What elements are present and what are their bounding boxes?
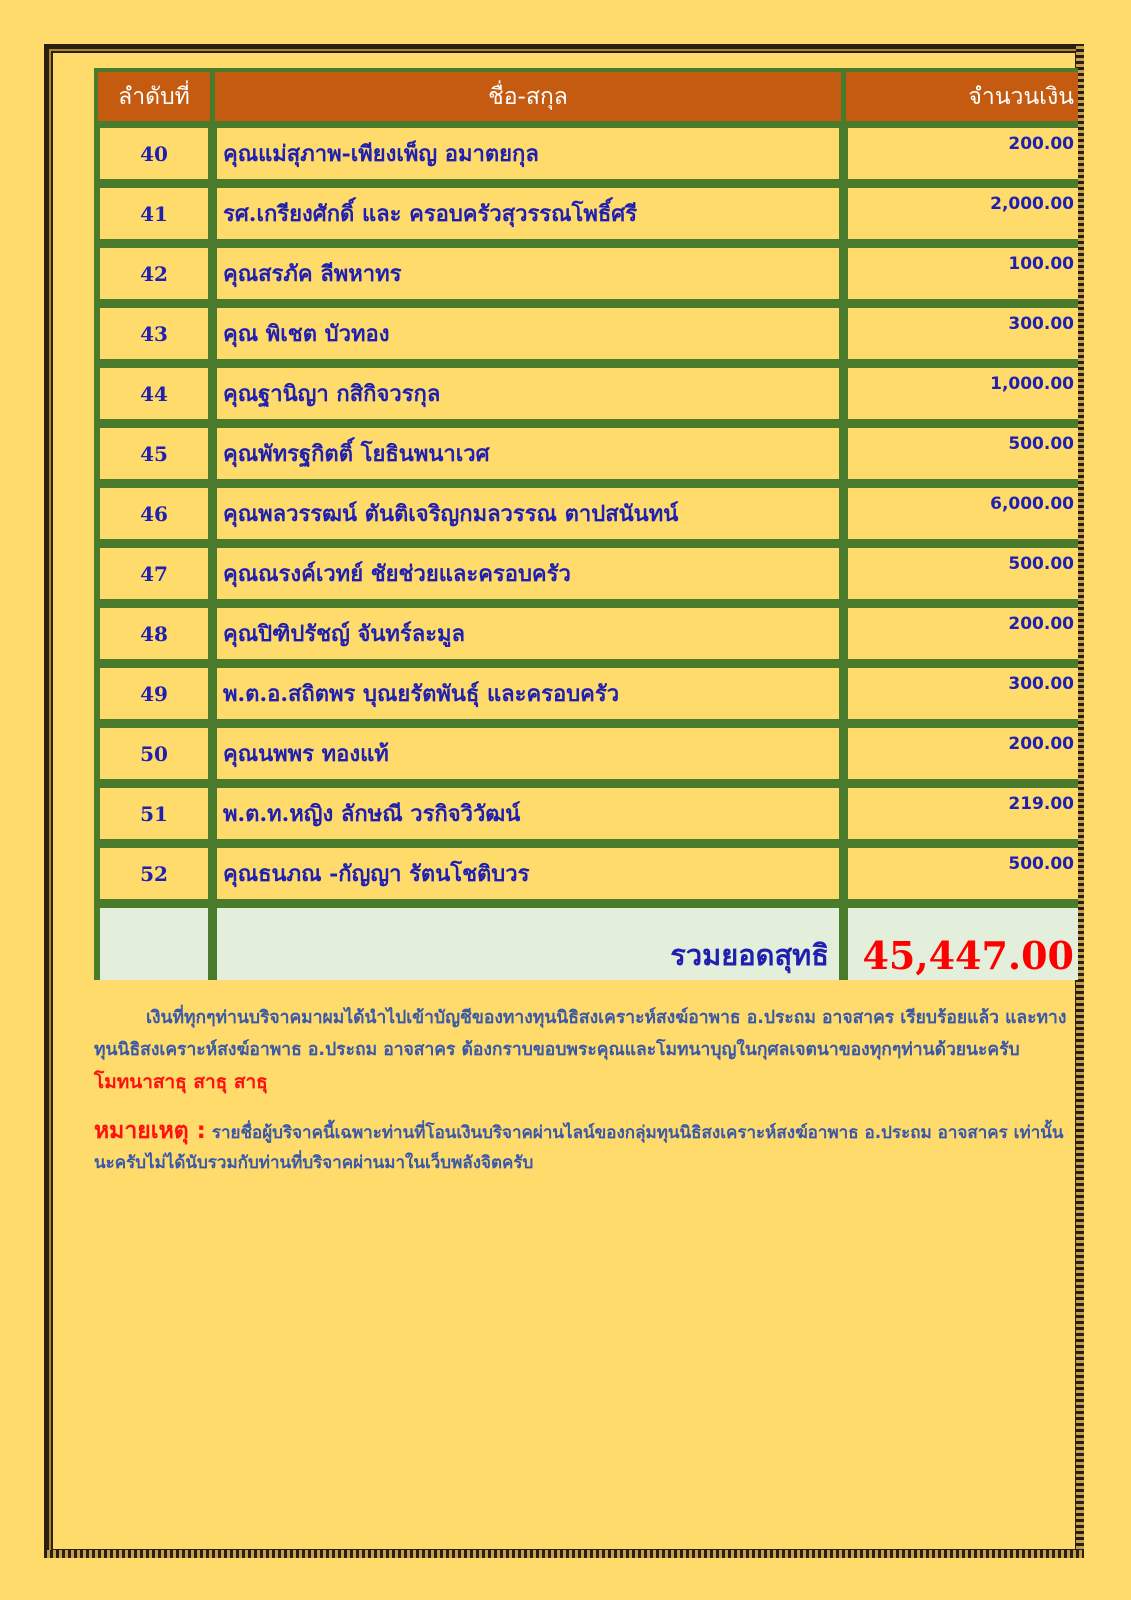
- table-row: [98, 606, 1078, 661]
- table-row: [98, 846, 1078, 901]
- donor-name: คุณนพพร ทองแท้: [215, 726, 841, 781]
- table-row: [98, 786, 1078, 841]
- row-number: 43: [98, 306, 210, 361]
- donor-name: คุณพัทรฐกิตติ์ โยธินพนาเวศ: [215, 426, 841, 481]
- donation-table: [94, 68, 1078, 980]
- header-name: ชื่อ-สกุล: [215, 72, 841, 121]
- note-label: หมายเหตุ :: [94, 1118, 206, 1144]
- total-value: 45,447.00: [846, 906, 1078, 980]
- total-empty-cell: [98, 906, 210, 980]
- donor-name: คุณธนภณ -กัญญา รัตนโชติบวร: [215, 846, 841, 901]
- donor-name: คุณฐานิญา กสิกิจวรกุล: [215, 366, 841, 421]
- note-text: รายชื่อผู้บริจาคนี้เฉพาะท่านที่โอนเงินบริจาคผ่านไลน์ของกลุ่มทุนนิธิสงเคราะห์สงฆ์อาพาธ อ.ประถม อาจสาคร เท่านั้นนะครับไม่ได้นับรวมกับท่านที่บริจาคผ่านมาในเว็บพลังจิตครับ: [94, 1123, 1064, 1173]
- page-border-bottom: [44, 1550, 1084, 1558]
- table-row: [98, 666, 1078, 721]
- row-number: 47: [98, 546, 210, 601]
- donor-name: คุณพลวรรฒน์ ตันติเจริญกมลวรรณ ตาปสนันทน์: [215, 486, 841, 541]
- donation-amount: 500.00: [846, 426, 1078, 481]
- row-number: 44: [98, 366, 210, 421]
- table-row: [98, 546, 1078, 601]
- donor-name: คุณณรงค์เวทย์ ชัยช่วยและครอบครัว: [215, 546, 841, 601]
- anumodana-text: โมทนาสาธุ สาธุ สาธุ: [94, 1071, 268, 1093]
- row-number: 48: [98, 606, 210, 661]
- donor-name: คุณสรภัค ลีพหาทร: [215, 246, 841, 301]
- header-amount: จำนวนเงิน: [846, 72, 1078, 121]
- thanks-text: เงินที่ทุกๆท่านบริจาคมาผมได้นำไปเข้าบัญชีของทางทุนนิธิสงเคราะห์สงฆ์อาพาธ อ.ประถม อาจสาคร เรียบร้อยแล้ว และทางทุนนิธิสงเคราะห์สงฆ์อาพาธ อ.ประถม อาจสาคร ต้องกราบขอบพระคุณและโมทนาบุญในกุศลเจตนาของทุกๆท่านด้วยนะครับ: [94, 1008, 1067, 1060]
- donation-amount: 100.00: [846, 246, 1078, 301]
- row-number: 46: [98, 486, 210, 541]
- donation-amount: 500.00: [846, 846, 1078, 901]
- table-row: [98, 126, 1078, 181]
- donation-amount: 2,000.00: [846, 186, 1078, 241]
- donation-amount: 219.00: [846, 786, 1078, 841]
- table-row: [98, 366, 1078, 421]
- total-label: รวมยอดสุทธิ: [215, 906, 841, 980]
- row-number: 50: [98, 726, 210, 781]
- thanks-paragraph: [94, 1002, 1078, 1099]
- donation-amount: 500.00: [846, 546, 1078, 601]
- table-row: [98, 246, 1078, 301]
- row-number: 51: [98, 786, 210, 841]
- donor-name: รศ.เกรียงศักดิ์ และ ครอบครัวสุวรรณโพธิ์ศรี: [215, 186, 841, 241]
- table-row: [98, 486, 1078, 541]
- total-row: [98, 906, 1078, 980]
- donation-amount: 6,000.00: [846, 486, 1078, 541]
- donation-amount: 1,000.00: [846, 366, 1078, 421]
- table-header-row: [98, 72, 1078, 121]
- donation-amount: 200.00: [846, 606, 1078, 661]
- row-number: 42: [98, 246, 210, 301]
- donation-amount: 300.00: [846, 666, 1078, 721]
- donor-name: พ.ต.ท.หญิง ลักษณี วรกิจวิวัฒน์: [215, 786, 841, 841]
- header-order: ลำดับที่: [98, 72, 210, 121]
- table-row: [98, 186, 1078, 241]
- table-row: [98, 426, 1078, 481]
- donation-table-container: [94, 68, 1078, 980]
- row-number: 52: [98, 846, 210, 901]
- note-section: [94, 1116, 1078, 1178]
- table-row: [98, 306, 1078, 361]
- donation-amount: 200.00: [846, 726, 1078, 781]
- donor-name: คุณ พิเชต บัวทอง: [215, 306, 841, 361]
- table-row: [98, 726, 1078, 781]
- row-number: 41: [98, 186, 210, 241]
- row-number: 45: [98, 426, 210, 481]
- donation-amount: 300.00: [846, 306, 1078, 361]
- donor-name: คุณปิฑิปรัชญ์ จันทร์ละมูล: [215, 606, 841, 661]
- donor-name: พ.ต.อ.สถิตพร บุณยรัตพันธุ์ และครอบครัว: [215, 666, 841, 721]
- donation-amount: 200.00: [846, 126, 1078, 181]
- row-number: 40: [98, 126, 210, 181]
- donor-name: คุณแม่สุภาพ-เพียงเพ็ญ อมาตยกุล: [215, 126, 841, 181]
- row-number: 49: [98, 666, 210, 721]
